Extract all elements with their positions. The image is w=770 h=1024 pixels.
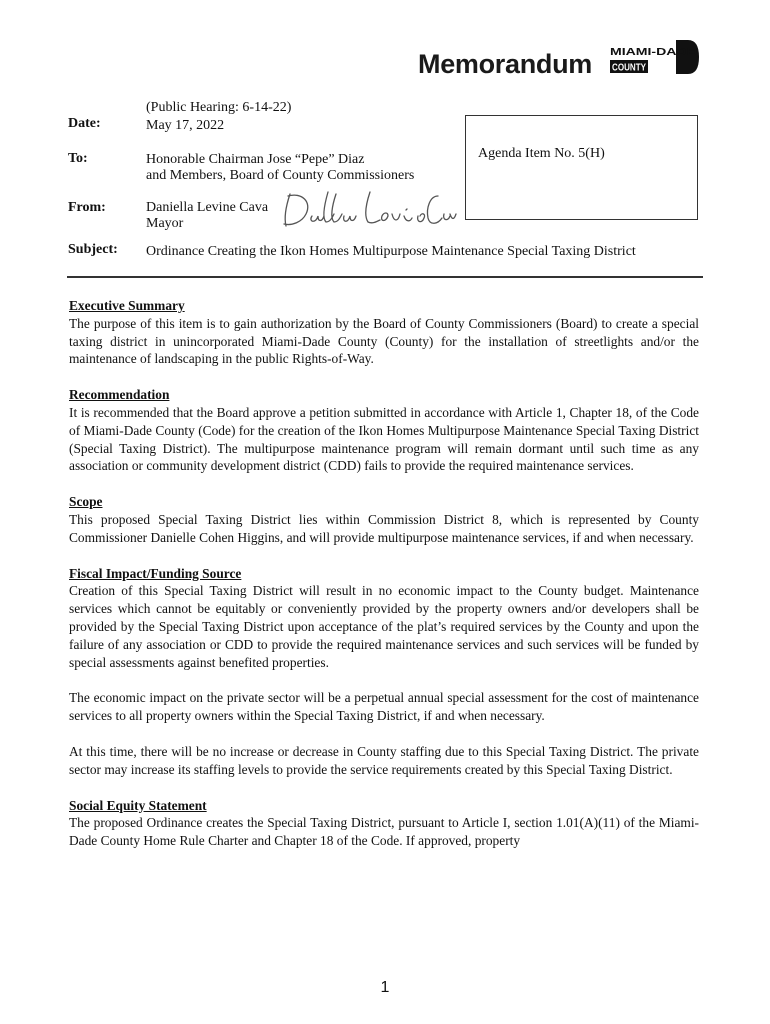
scope-text: This proposed Special Taxing District lies within Commission District 8, which is represented by County Commissioner Danielle Cohen Higgins, and will provide multipurpose maintenance services, if and when necessary. [69,511,699,545]
from-label: From: [68,200,106,215]
date-value: May 17, 2022 [146,118,225,133]
to-line-1: Honorable Chairman Jose “Pepe” Diaz [146,152,365,167]
agenda-item: Agenda Item No. 5(H) [478,146,605,161]
miami-dade-county-logo [608,38,700,76]
logo-text-top: MIAMI-DADE [610,46,696,58]
recommendation-text: It is recommended that the Board approve a petition submitted in accordance with Article 1, Chapter 18, of the Code of Miami-Dade County (Code) for the creation of the Ikon Homes Multipurpose Maintenance Special Taxing District (Special Taxing District). The multipurpose maintenance program will remain dormant until such time as any association or community development district (CDD) fails to provide the required maintenance services. [69,404,699,474]
executive-summary-text: The purpose of this item is to gain authorization by the Board of County Commissioners (Board) to create a special taxing district in unincorporated Miami-Dade County (County) for the installation of streetlights and/or the maintenance of landscaping in the public Rights-of-Way. [69,315,699,367]
section-heading-fiscal-impact: Fiscal Impact/Funding Source [69,565,242,581]
to-line-2: and Members, Board of County Commissioners [146,168,415,183]
section-heading-executive-summary: Executive Summary [69,298,185,313]
date-label: Date: [68,116,101,131]
subject-label: Subject: [68,242,118,257]
fiscal-impact-text-2: The economic impact on the private sector will be a perpetual annual special assessment for the cost of maintenance services to all property owners within the Special Taxing District, if and when necessary. [69,690,699,724]
memo-body [69,297,699,850]
social-equity-text: The proposed Ordinance creates the Special Taxing District, pursuant to Article I, section 1.01(A)(11) of the Miami-Dade County Home Rule Charter and Chapter 18 of the Code. If approved, property [69,815,699,849]
section-heading-recommendation: Recommendation [69,387,170,403]
memo-title: Memorandum [418,49,593,79]
from-title: Mayor [146,216,184,231]
section-heading-social-equity: Social Equity Statement [69,797,207,813]
to-label: To: [68,151,88,166]
fiscal-impact-text-3: At this time, there will be no increase or decrease in County staffing due to this Special Taxing District. The private sector may increase its staffing levels to provide the service requirements created by this Special Taxing District. [69,743,699,777]
public-hearing-note: (Public Hearing: 6-14-22) [146,100,292,115]
logo-text-bottom: COUNTY [612,62,647,74]
signature-image [278,188,458,232]
subject-value: Ordinance Creating the Ikon Homes Multipurpose Maintenance Special Taxing District [146,244,636,259]
header-divider [67,276,703,278]
section-heading-scope: Scope [69,494,103,510]
page-number: 1 [380,979,390,996]
fiscal-impact-text-1: Creation of this Special Taxing District will result in no economic impact to the County budget. Maintenance services which cannot be equitably or conveniently provided by the property owners and/or developers shall be provided by the Special Taxing District upon acceptance of the plat’s required services by the County and upon the failure of any association or CDD to provide the required maintenance services and such services will be funded by special assessments against benefited properties. [69,583,699,670]
agenda-box [465,115,698,220]
from-name: Daniella Levine Cava [146,200,269,215]
